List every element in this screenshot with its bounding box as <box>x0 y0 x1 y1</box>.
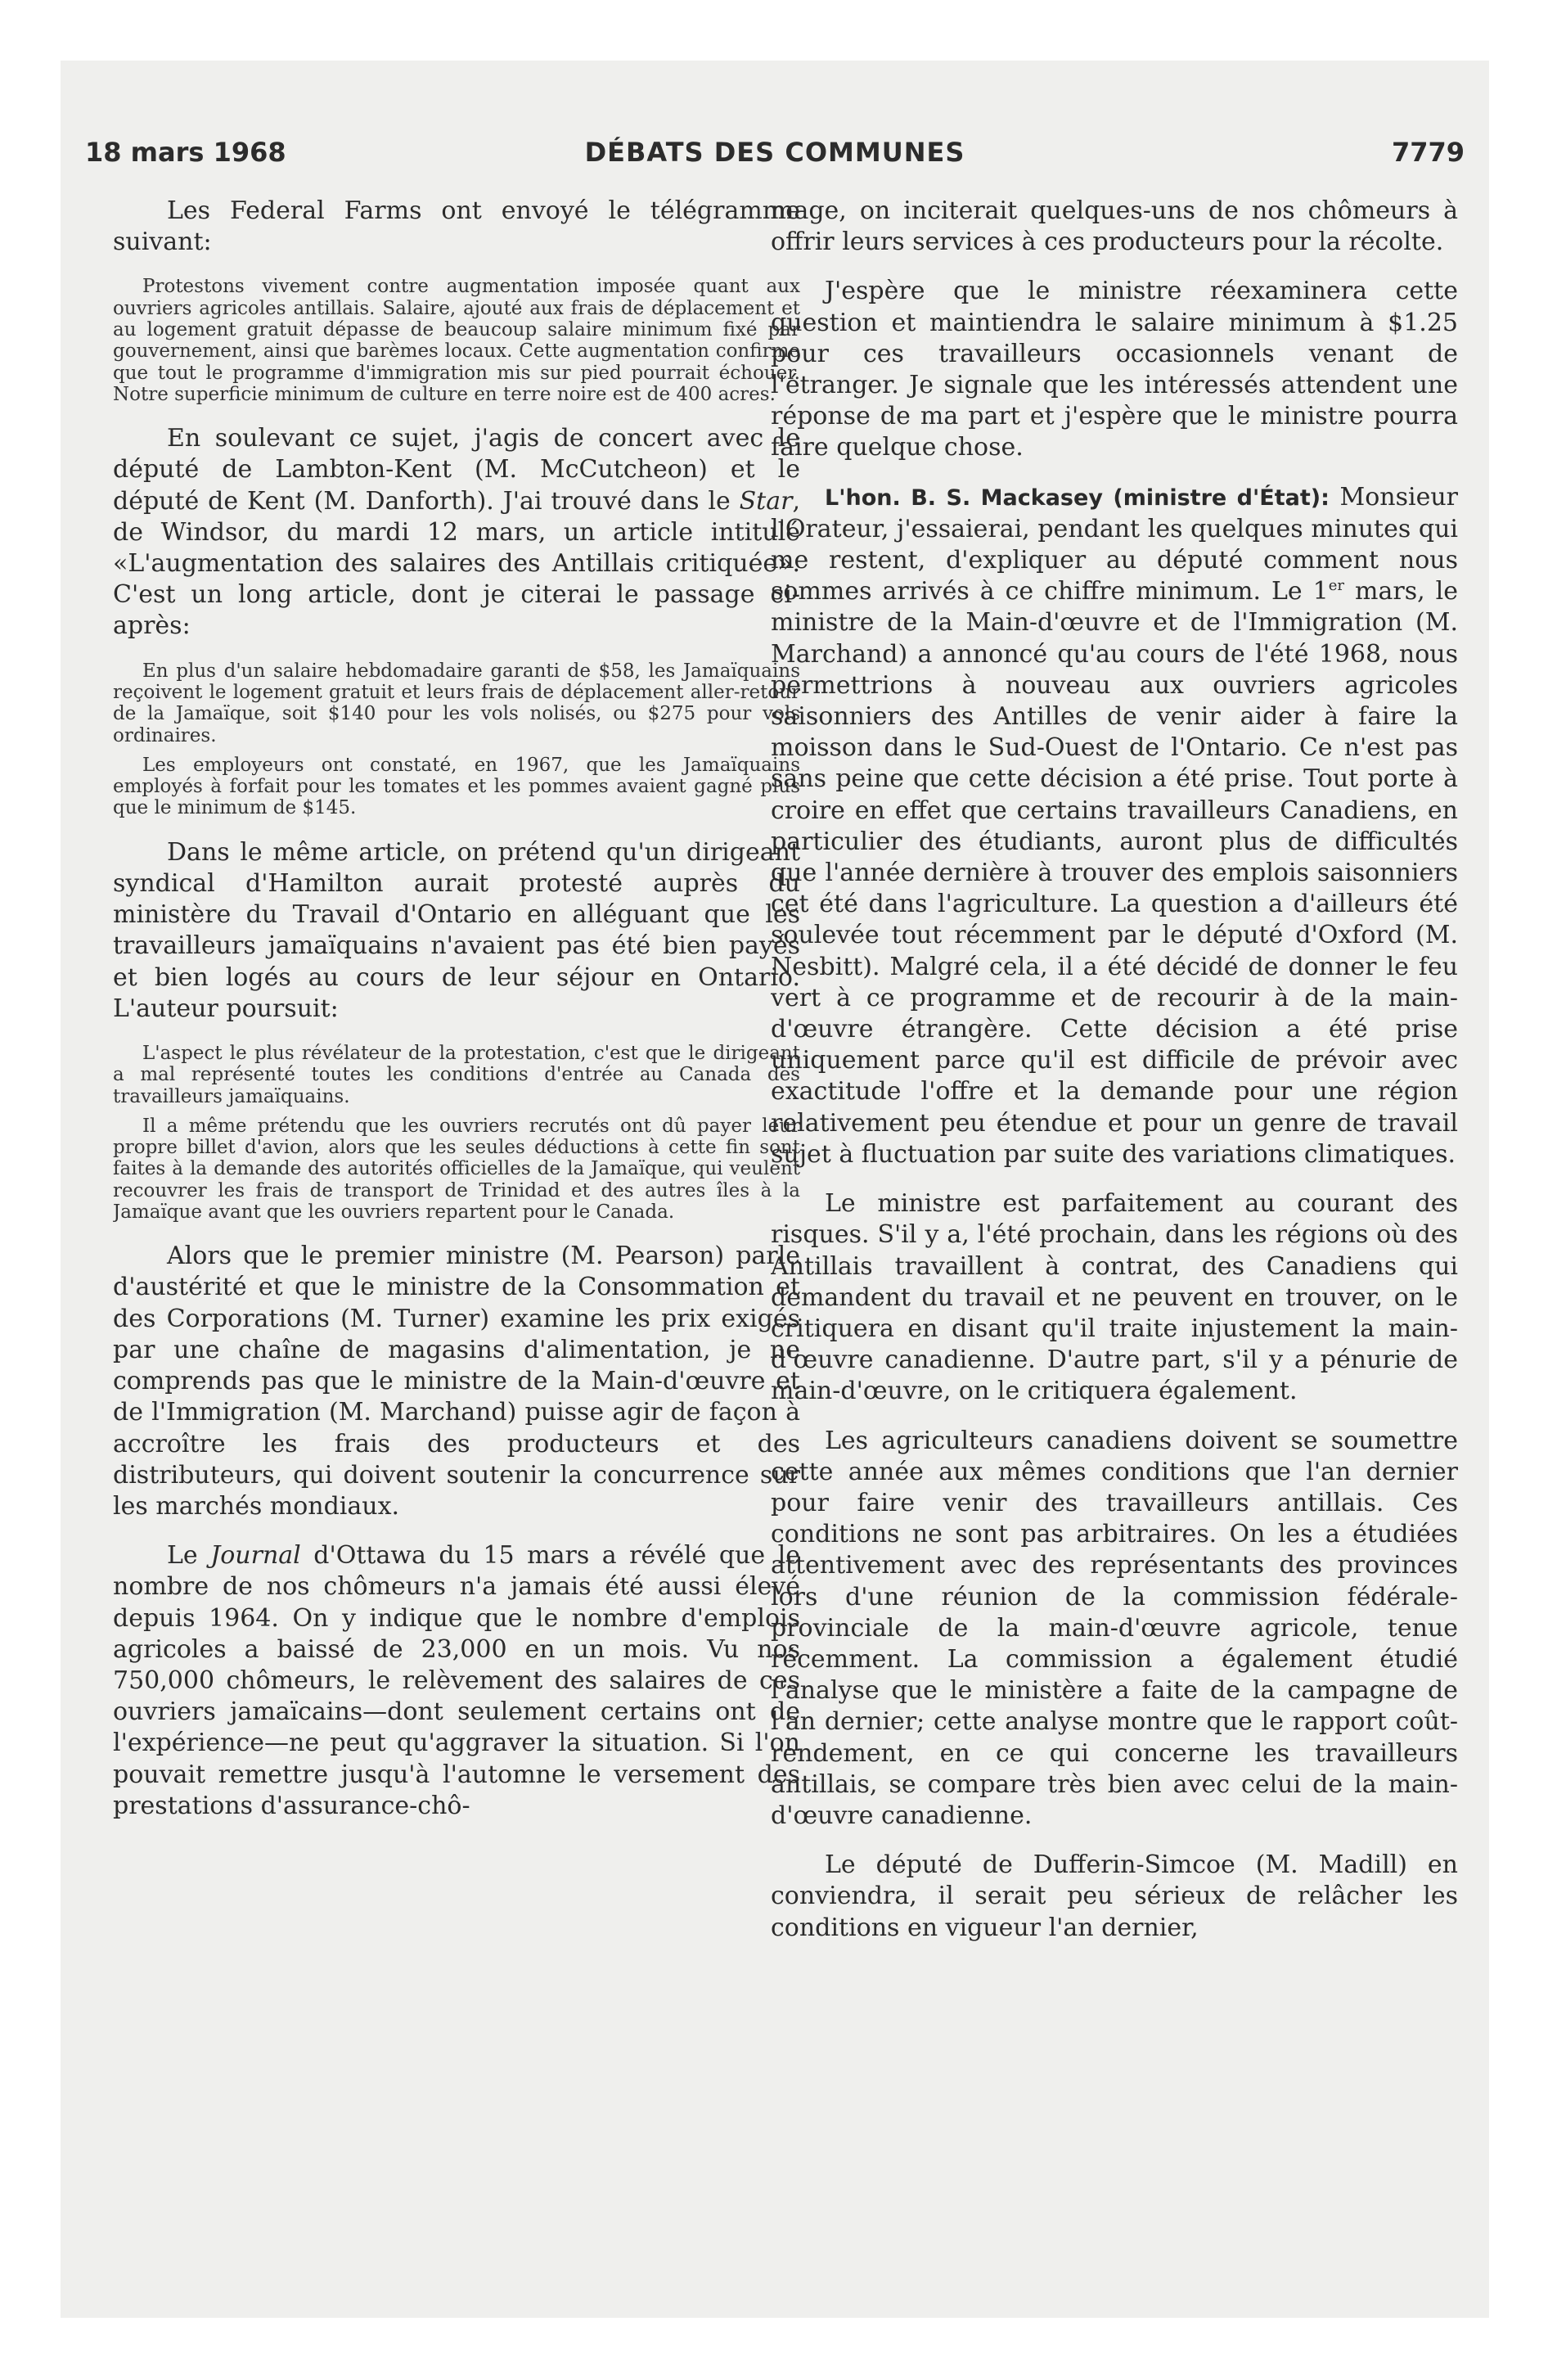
quote-block <box>113 276 800 405</box>
header-date: 18 mars 1968 <box>85 137 286 168</box>
paragraph-text: d'Ottawa du 15 mars a révélé que le nombre de nos chômeurs n'a jamais été aussi élevé depuis 1964. On y indique que le nombre d'emplois agricoles a baissé de 23,000 en un mois. Vu nos 750,000 chômeurs, le relèvement des salaires de ces ouvriers jamaïcains—dont seulement certains ont de l'expérience—ne peut qu'aggraver la situation. Si l'on pouvait remettre jusqu'à l'automne le versement des prestations d'assurance-chô- <box>113 1541 800 1820</box>
quote-paragraph: Il a même prétendu que les ouvriers recrutés ont dû payer leur propre billet d'avion, alors que les seules déductions à cette fin sont faites à la demande des autorités officielles de la Jamaïque, qui veulent recouvrer les frais de transport de Trinidad et des autres îles à la Jamaïque avant que les ouvriers repartent pour le Canada. <box>113 1115 800 1223</box>
paragraph-continued: mage, on inciterait quelques-uns de nos chômeurs à offrir leurs services à ces producteurs pour la récolte. <box>771 196 1458 257</box>
ordinal-superscript: er <box>1328 577 1345 595</box>
paragraph: Les Federal Farms ont envoyé le télégramme suivant: <box>113 196 800 257</box>
paragraph: J'espère que le ministre réexaminera cette question et maintiendra le salaire minimum à $1.25 pour ces travailleurs occasionnels venant de l'étranger. Je signale que les intéressés attendent une réponse de ma part et j'espère que le ministre pourra faire quelque chose. <box>771 277 1458 462</box>
page-number: 7779 <box>1391 137 1465 168</box>
paragraph <box>113 1540 800 1822</box>
paragraph <box>113 423 800 642</box>
speaker-name: L'hon. B. S. Mackasey (ministre d'État) <box>825 485 1321 511</box>
header-title: DÉBATS DES COMMUNES <box>584 137 965 168</box>
paragraph-text: , de Windsor, du mardi 12 mars, un article intitulé «L'augmentation des salaires des Antillais critiquée». C'est un long article, dont je citerai le passage ci-après: <box>113 486 800 641</box>
quote-paragraph: En plus d'un salaire hebdomadaire garanti de $58, les Jamaïquains reçoivent le logement gratuit et leurs frais de déplacement aller-retour de la Jamaïque, soit $140 pour les vols nolisés, ou $275 pour vols ordinaires. <box>113 660 800 746</box>
speaker-separator: : <box>1321 485 1330 511</box>
quote-block <box>113 660 800 819</box>
quote-paragraph: Les employeurs ont constaté, en 1967, que les Jamaïquains employés à forfait pour les tomates et les pommes avaient gagné plus que le minimum de $145. <box>113 754 800 819</box>
right-column <box>771 196 1458 2291</box>
quote-paragraph: L'aspect le plus révélateur de la protestation, c'est que le dirigeant a mal représenté toutes les conditions d'entrée au Canada des travailleurs jamaïquains. <box>113 1042 800 1107</box>
paragraph: Les agriculteurs canadiens doivent se soumettre cette année aux mêmes conditions que l'an dernier pour faire venir des travailleurs antillais. Ces conditions ne sont pas arbitraires. On les a étudiées attentivement avec des représentants des provinces lors d'une réunion de la commission fédérale-provinciale de la main-d'œuvre agricole, tenue récemment. La commission a également étudié l'analyse que le ministère a faite de la campagne de l'an dernier; cette analyse montre que le rapport coût-rendement, en ce qui concerne les travailleurs antillais, se compare très bien avec celui de la main-d'œuvre canadienne. <box>771 1426 1458 1830</box>
paragraph: Alors que le premier ministre (M. Pearson) parle d'austérité et que le ministre de la Consommation et des Corporations (M. Turner) examine les prix exigés par une chaîne de magasins d'alimentation, je ne comprends pas que le ministre de la Main-d'œuvre et de l'Immigration (M. Marchand) puisse agir de façon à accroître les frais des producteurs et des distributeurs, qui doivent soutenir la concurrence sur les marchés mondiaux. <box>113 1242 800 1521</box>
paragraph-text: Monsieur l'Orateur, j'essaierai, pendant les quelques minutes qui me restent, d'expliquer au député comment nous sommes arrivés à ce chiffre minimum. Le 1 <box>771 482 1458 606</box>
newspaper-title: Star <box>739 486 793 516</box>
speech-paragraph <box>771 482 1458 1170</box>
paragraph-text: mars, le ministre de la Main-d'œuvre et de l'Immigration (M. Marchand) a annoncé qu'au cours de l'été 1968, nous permettrions à nouveau aux ouvriers agricoles saisonniers des Antilles de venir aider à faire la moisson dans le Sud-Ouest de l'Ontario. Ce n'est pas sans peine que cette décision a été prise. Tout porte à croire en effet que certains travailleurs Canadiens, en particulier des étudiants, auront plus de difficultés que l'année dernière à trouver des emplois saisonniers cet été dans l'agriculture. La question a d'ailleurs été soulevée tout récemment par le député d'Oxford (M. Nesbitt). Malgré cela, il a été décidé de donner le feu vert à ce programme et de recourir à de la main-d'œuvre étrangère. Cette décision a été prise uniquement parce qu'il est difficile de prévoir avec exactitude l'offre et la demande pour une région relativement peu étendue et pour un genre de travail sujet à fluctuation par suite des variations climatiques. <box>771 577 1458 1169</box>
paragraph: Le député de Dufferin-Simcoe (M. Madill) en conviendra, il serait peu sérieux de relâcher les conditions en vigueur l'an dernier, <box>771 1850 1458 1942</box>
page-header <box>61 137 1489 178</box>
left-column <box>113 196 800 2291</box>
paragraph-text: En soulevant ce sujet, j'agis de concert avec le député de Lambton-Kent (M. McCutcheon) et le député de Kent (M. Danforth). J'ai trouvé dans le <box>113 424 800 516</box>
document-page <box>61 61 1489 2318</box>
paragraph: Dans le même article, on prétend qu'un dirigeant syndical d'Hamilton aurait protesté auprès du ministère du Travail d'Ontario en alléguant que les travailleurs jamaïquains n'avaient pas été bien payés et bien logés au cours de leur séjour en Ontario. L'auteur poursuit: <box>113 837 800 1023</box>
quote-block <box>113 1043 800 1223</box>
paragraph-text: Le <box>167 1541 211 1571</box>
newspaper-title: Journal <box>210 1541 301 1571</box>
paragraph: Le ministre est parfaitement au courant des risques. S'il y a, l'été prochain, dans les régions où des Antillais travaillent à contrat, des Canadiens qui demandent du travail et ne peuvent en trouver, on le critiquera en disant qu'il traite injustement la main-d'œuvre canadienne. D'autre part, s'il y a pénurie de main-d'œuvre, on le critiquera également. <box>771 1189 1458 1406</box>
quote-paragraph: Protestons vivement contre augmentation imposée quant aux ouvriers agricoles antillais. Salaire, ajouté aux frais de déplacement et au logement gratuit dépasse de beaucoup salaire minimum fixé par gouvernement, ainsi que barèmes locaux. Cette augmentation confirme que tout le programme d'immigration mis sur pied pourrait échouer. Notre superficie minimum de culture en terre noire est de 400 acres. <box>113 276 800 405</box>
